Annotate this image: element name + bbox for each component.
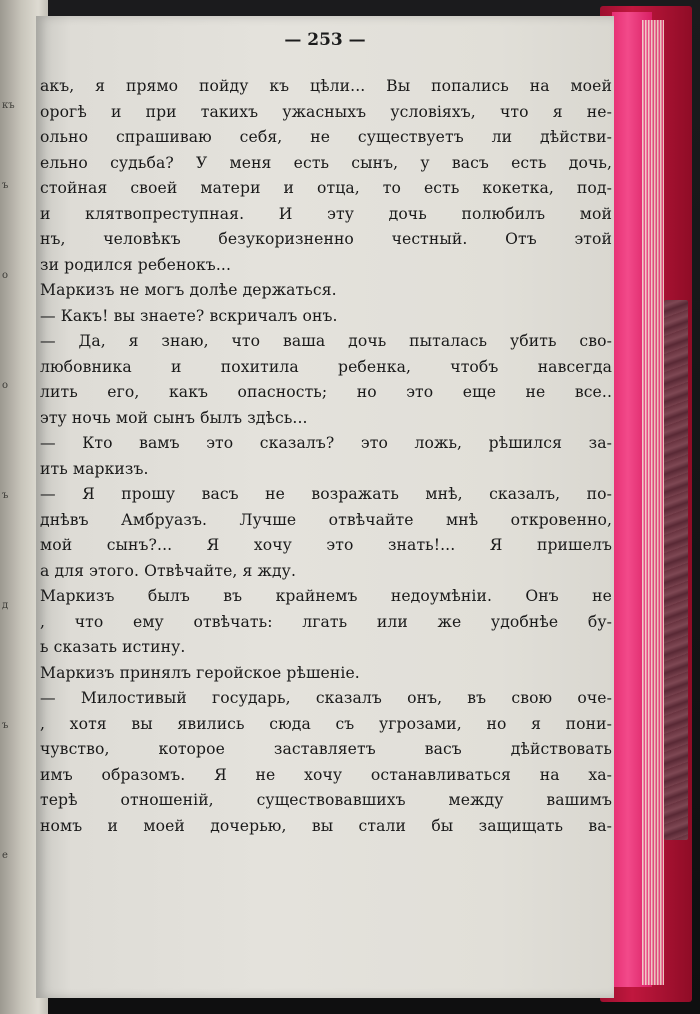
left-page-text: о bbox=[2, 380, 9, 391]
text-line: номъ и моей дочерью, вы стали бы защищать ва- bbox=[40, 816, 612, 835]
text-line: — Милостивый государь, сказалъ онъ, въ свою оче- bbox=[40, 689, 612, 707]
left-page-text: е bbox=[2, 850, 8, 861]
text-line: Маркизъ не могъ долѣе держаться. bbox=[40, 281, 337, 299]
text-line: ельно судьба? У меня есть сынъ, у васъ есть дочь, bbox=[40, 153, 612, 172]
left-page-text: ъ bbox=[2, 720, 9, 731]
text-line: — Я прошу васъ не возражать мнѣ, сказалъ, по- bbox=[40, 485, 612, 503]
book-page bbox=[36, 16, 614, 998]
page-number: — 253 — bbox=[284, 30, 366, 50]
text-line: чувство, которое заставляетъ васъ дѣйствовать bbox=[40, 740, 612, 758]
text-line: , что ему отвѣчать: лгать или же удобнѣе бу- bbox=[40, 612, 612, 631]
text-line: и клятвопреступная. И эту дочь полюбилъ мой bbox=[40, 204, 612, 223]
text-line: мой сынъ?... Я хочу это знать!... Я пришелъ bbox=[40, 536, 612, 554]
text-line: , хотя вы явились сюда съ угрозами, но я пони- bbox=[40, 714, 612, 733]
text-line: Маркизъ принялъ геройское рѣшеніе. bbox=[40, 663, 360, 682]
left-page-text: ъ bbox=[2, 180, 9, 191]
page-edges bbox=[642, 20, 664, 985]
text-line: а для этого. Отвѣчайте, я жду. bbox=[40, 561, 297, 580]
text-line: лить его, какъ опасность; но это еще не все.. bbox=[40, 383, 612, 401]
text-line: ить маркизъ. bbox=[40, 459, 149, 478]
text-line: ольно спрашиваю себя, не существуетъ ли дѣйстви- bbox=[40, 128, 612, 146]
left-page-text: къ bbox=[2, 100, 15, 111]
text-line: — Какъ! вы знаете? вскричалъ онъ. bbox=[40, 306, 338, 325]
text-line: орогѣ и при такихъ ужасныхъ условіяхъ, что я не- bbox=[40, 102, 612, 121]
text-line: имъ образомъ. Я не хочу останавливаться на ха- bbox=[40, 765, 612, 784]
text-line: любовника и похитила ребенка, чтобъ навсегда bbox=[40, 357, 612, 376]
left-page-text: о bbox=[2, 270, 9, 281]
text-line: — Да, я знаю, что ваша дочь пыталась убить сво- bbox=[40, 332, 612, 350]
text-line: зи родился ребенокъ... bbox=[40, 255, 231, 274]
text-line: стойная своей матери и отца, то есть кокетка, под- bbox=[40, 179, 612, 197]
left-page-text: д bbox=[2, 600, 9, 611]
text-line: нъ, человѣкъ безукоризненно честный. Отъ этой bbox=[40, 230, 612, 248]
left-page-text: ъ bbox=[2, 490, 9, 501]
text-line: эту ночь мой сынъ былъ здѣсь... bbox=[40, 408, 308, 427]
text-line: терѣ отношеній, существовавшихъ между вашимъ bbox=[40, 791, 612, 809]
text-line: Маркизъ былъ въ крайнемъ недоумѣніи. Онъ не bbox=[40, 587, 612, 605]
text-line: ь сказать истину. bbox=[40, 638, 186, 656]
text-line: днѣвъ Амбруазъ. Лучше отвѣчайте мнѣ откровенно, bbox=[40, 510, 612, 529]
page-text bbox=[40, 74, 612, 839]
text-line: — Кто вамъ это сказалъ? это ложь, рѣшился за- bbox=[40, 434, 612, 452]
text-line: акъ, я прямо пойду къ цѣли... Вы попались на моей bbox=[40, 77, 612, 95]
marbled-endpaper bbox=[664, 300, 688, 840]
